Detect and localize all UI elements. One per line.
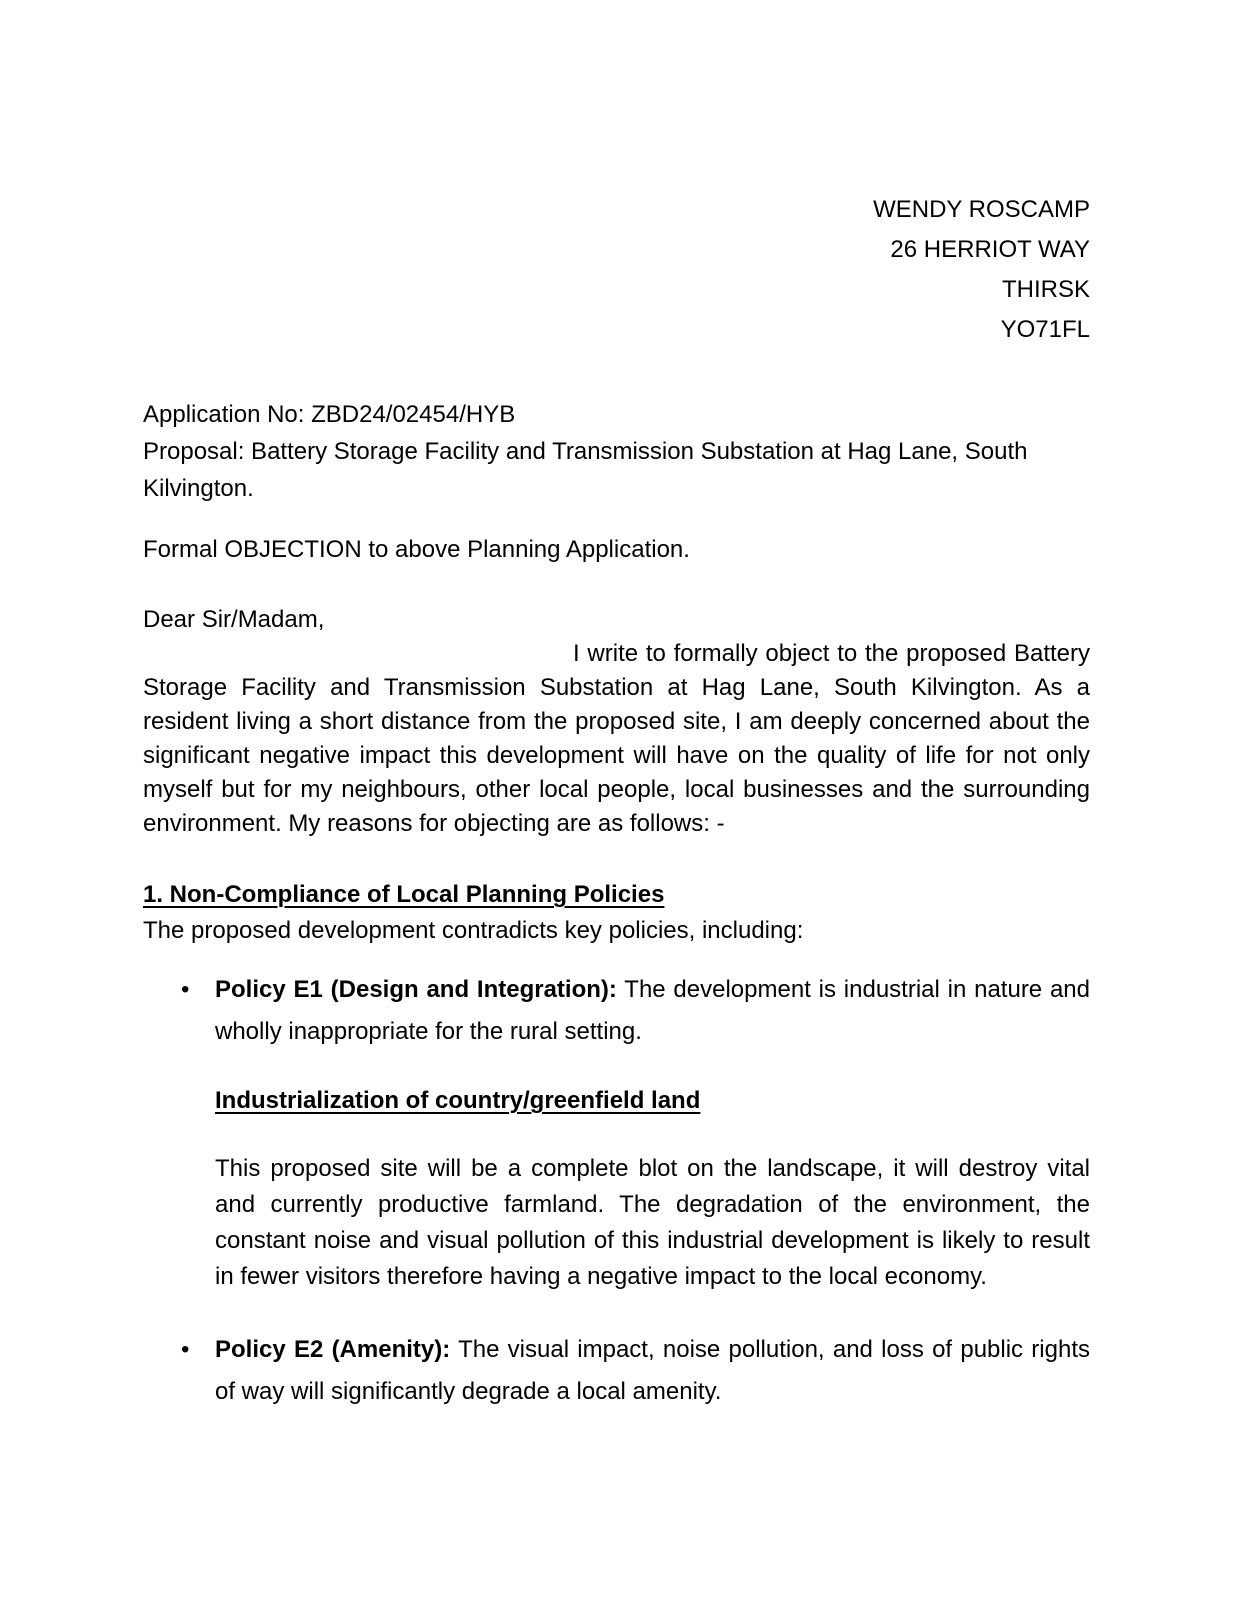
sender-postcode: YO71FL — [1000, 316, 1090, 343]
policy-e1-text: The development is industrial in nature and wholly inappropriate for the rural setting. — [215, 976, 1090, 1045]
salutation: Dear Sir/Madam, — [143, 606, 325, 633]
sender-address — [143, 190, 1090, 350]
industrialization-paragraph: This proposed site will be a complete blot on the landscape, it will destroy vital and currently productive farmland. The degradation of the environment, the constant noise and visual pollution of this industrial development is likely to result in fewer visitors therefore having a negative impact to the local economy. — [215, 1155, 1090, 1290]
section-1-heading: 1. Non-Compliance of Local Planning Policies — [143, 881, 665, 908]
policy-e1-title: Policy E1 (Design and Integration): — [215, 976, 617, 1003]
bullet-policy-e1 — [143, 969, 1090, 1053]
application-number: Application No: ZBD24/02454/HYB — [143, 401, 516, 428]
bullet-icon: • — [181, 1336, 190, 1363]
bullet-policy-e2 — [143, 1329, 1090, 1413]
sender-name: WENDY ROSCAMP — [873, 196, 1090, 223]
bullet-icon: • — [181, 976, 190, 1003]
application-details — [143, 396, 1090, 507]
sender-town: THIRSK — [1001, 276, 1090, 303]
proposal-description: Proposal: Battery Storage Facility and Transmission Substation at Hag Lane, South Kilvington. — [143, 438, 1028, 502]
policy-e2-text: The visual impact, noise pollution, and loss of public rights of way will significantly degrade a local amenity. — [215, 1336, 1090, 1405]
subject-line: Formal OBJECTION to above Planning Application. — [143, 536, 690, 563]
section-1-intro: The proposed development contradicts key policies, including: — [143, 917, 804, 944]
sender-street: 26 HERRIOT WAY — [890, 236, 1090, 263]
policy-e2-title: Policy E2 (Amenity): — [215, 1336, 451, 1363]
opening-paragraph: I write to formally object to the proposed Battery Storage Facility and Transmission Substation at Hag Lane, South Kilvington. As a resident living a short distance from the proposed site, I am deeply concerned about the significant negative impact this development will have on the quality of life for not only myself but for my neighbours, other local people, local businesses and the surrounding environment. My reasons for objecting are as follows: - — [143, 640, 1090, 837]
industrialization-subheading: Industrialization of country/greenfield land — [215, 1087, 701, 1114]
